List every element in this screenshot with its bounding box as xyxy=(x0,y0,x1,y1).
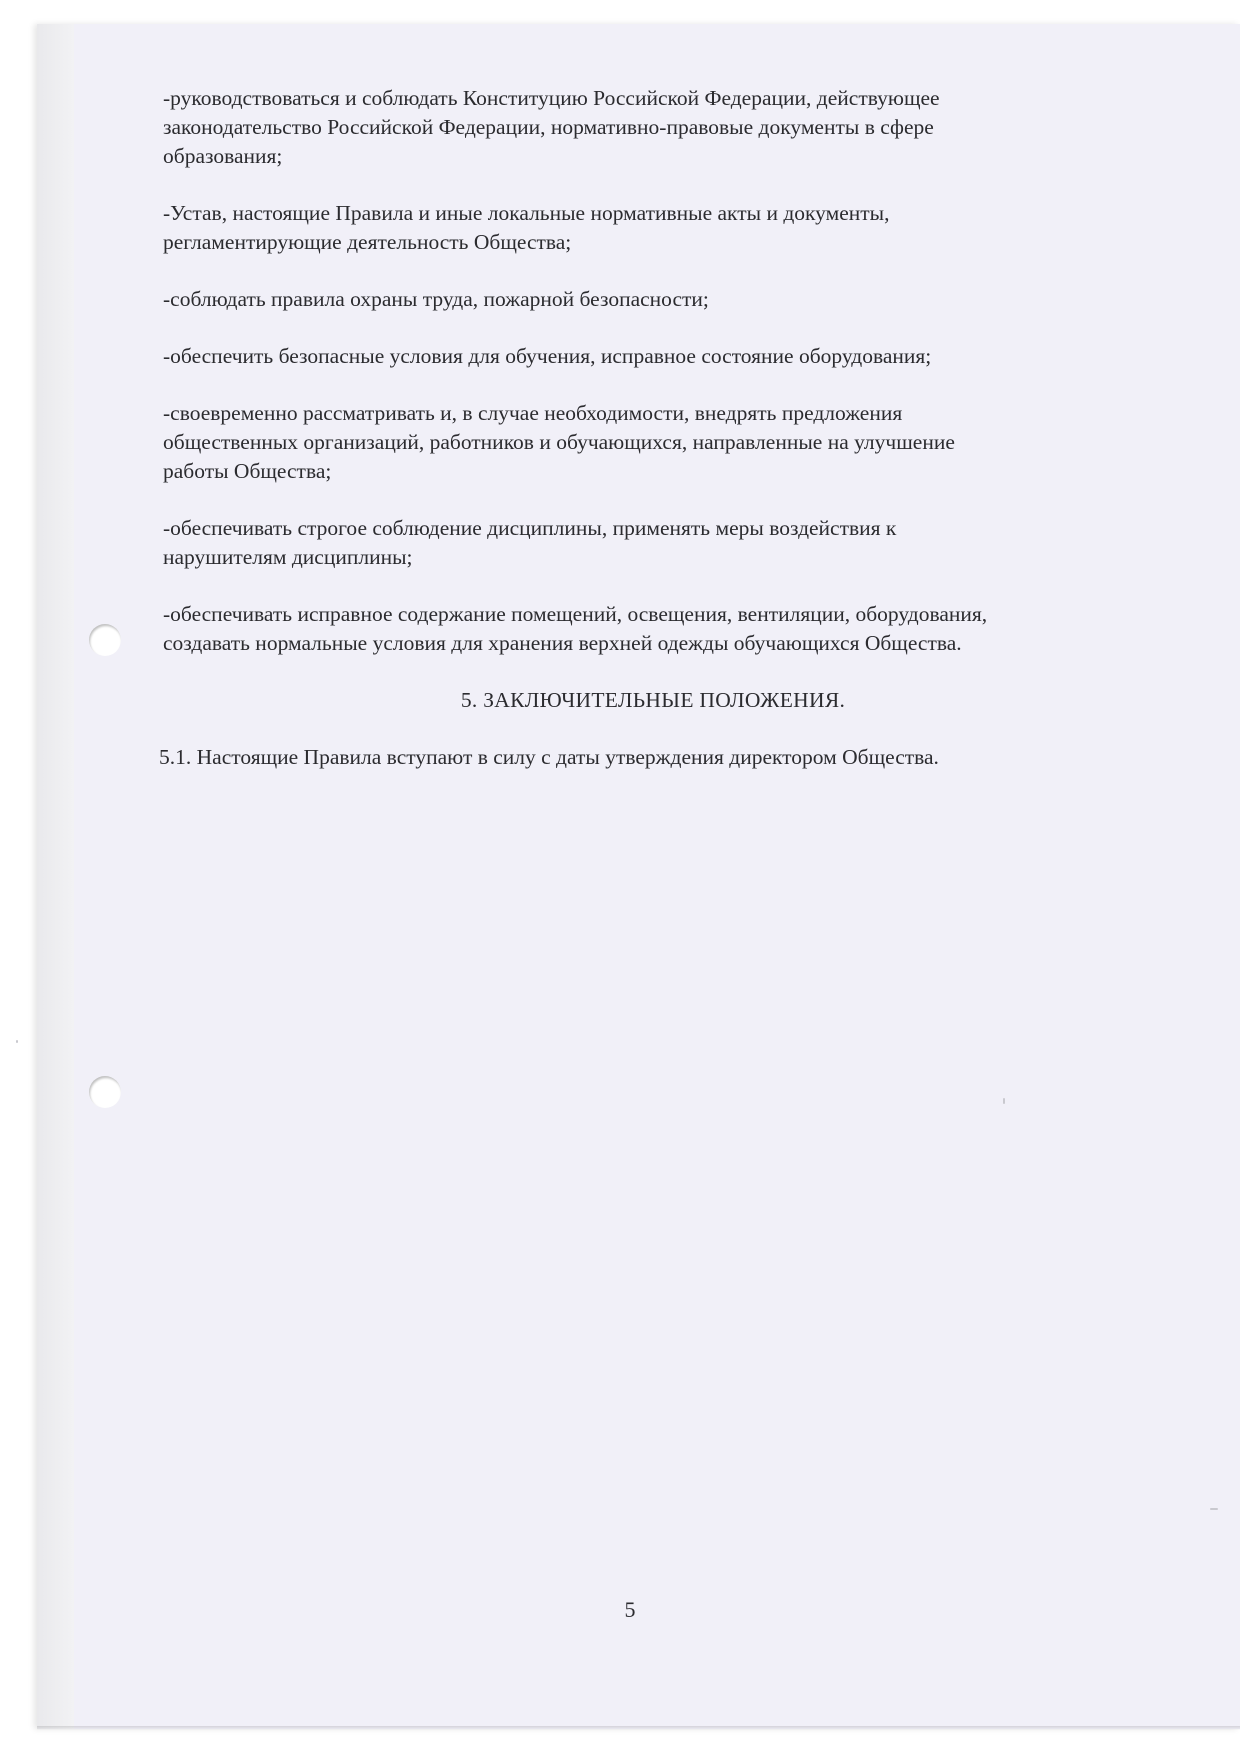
paragraph-proposals: -своевременно рассматривать и, в случае необходимости, внедрять предложения общественных организаций, работников и обучающихся, направленные на улучшение работы Общества; xyxy=(163,401,955,483)
scan-speck xyxy=(1210,1508,1218,1510)
paragraph-safety-rules: -соблюдать правила охраны труда, пожарной безопасности; xyxy=(163,287,709,311)
scan-speck xyxy=(1003,1098,1005,1104)
punch-hole-bottom xyxy=(89,1076,121,1108)
sheet-left-edge xyxy=(37,24,74,1729)
paragraph-premises: -обеспечивать исправное содержание помещений, освещения, вентиляции, оборудования, создавать нормальные условия для хранения верхней одежды обучающихся Общества. xyxy=(163,602,988,655)
paragraph-charter: -Устав, настоящие Правила и иные локальные нормативные акты и документы, регламентирующие деятельность Общества; xyxy=(163,201,890,254)
punch-hole-top xyxy=(89,624,121,656)
section-heading-final-provisions: 5. ЗАКЛЮЧИТЕЛЬНЫЕ ПОЛОЖЕНИЯ. xyxy=(460,688,846,712)
clause-5-1: 5.1. Настоящие Правила вступают в силу с даты утверждения директором Общества. xyxy=(159,745,939,769)
document-body xyxy=(159,84,1103,772)
sheet-bottom-shadow xyxy=(37,1726,1240,1730)
scan-speck xyxy=(16,1040,18,1043)
page-number: 5 xyxy=(624,1597,636,1622)
paragraph-constitution: -руководствоваться и соблюдать Конституцию Российской Федерации, действующее законодательство Российской Федерации, нормативно-правовые документы в сфере образования; xyxy=(163,86,940,168)
paragraph-discipline: -обеспечивать строгое соблюдение дисциплины, применять меры воздействия к нарушителям дисциплины; xyxy=(163,516,897,569)
paragraph-safe-conditions: -обеспечить безопасные условия для обучения, исправное состояние оборудования; xyxy=(163,344,932,368)
